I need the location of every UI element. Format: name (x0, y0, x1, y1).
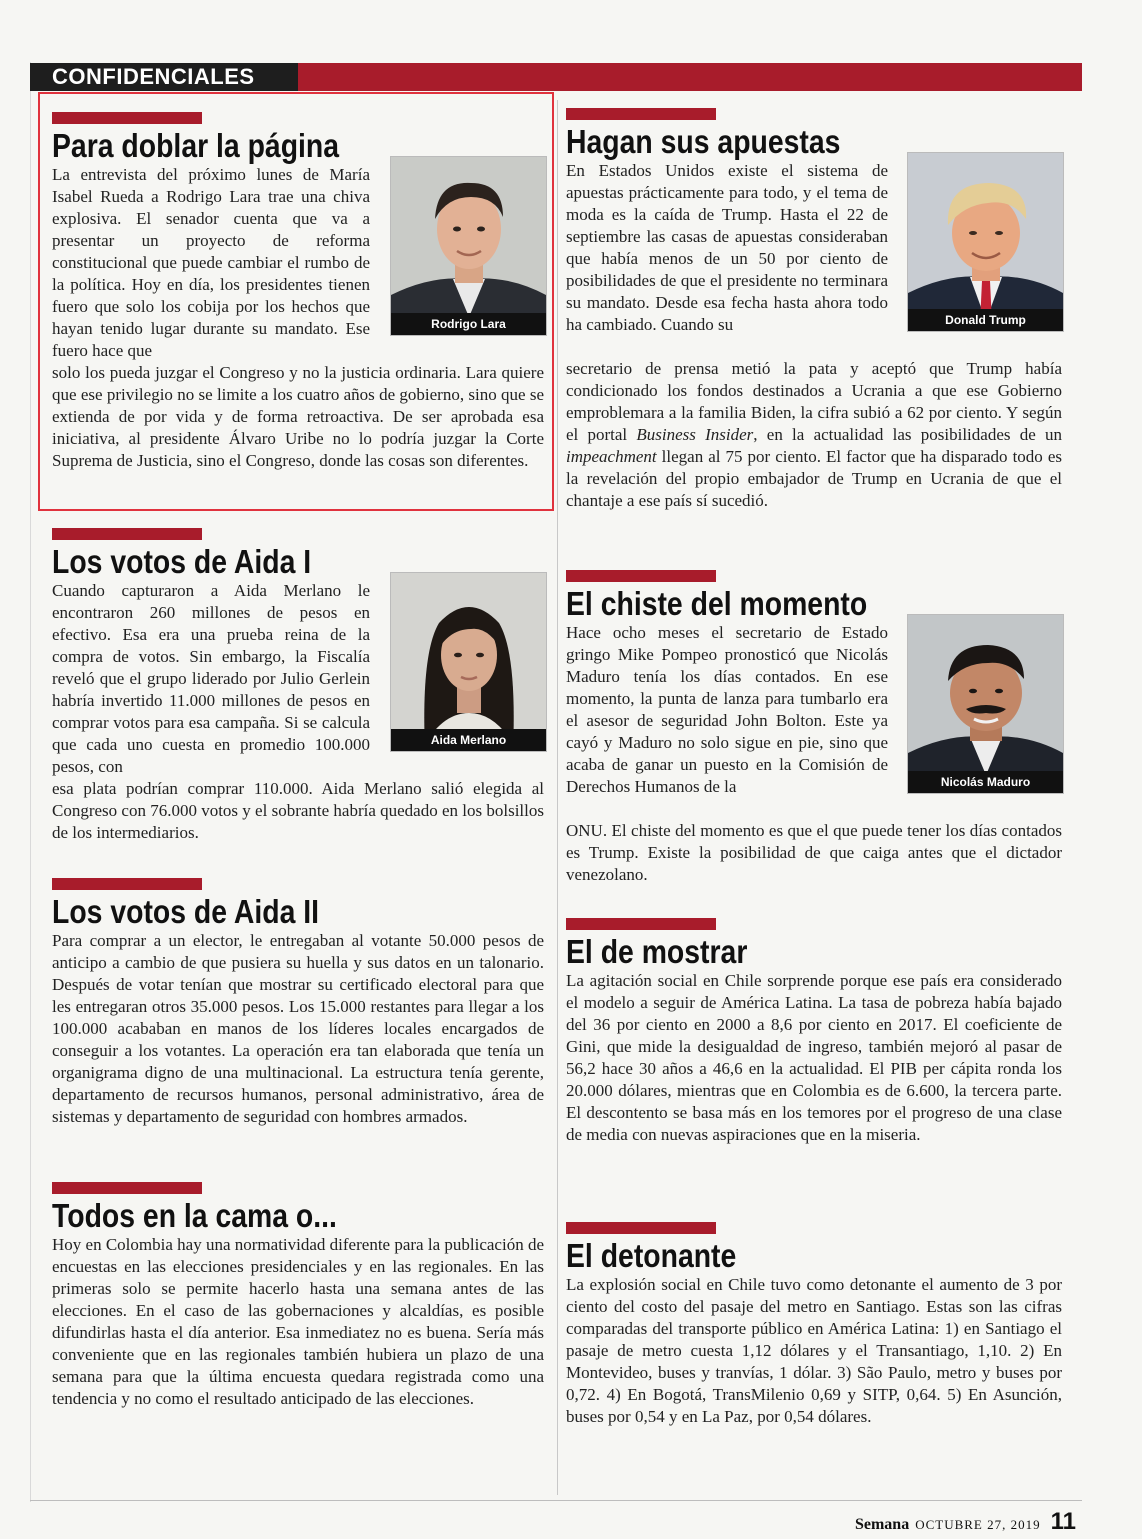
section-title: CONFIDENCIALES (30, 63, 298, 91)
magazine-name: Semana (854, 1516, 910, 1533)
page-footer (855, 1508, 1076, 1539)
article-apuestas (566, 108, 1062, 538)
headline-bar (566, 108, 716, 120)
body-segment: secretario de prensa metió la pata y aceptó que Trump había condicionado los fondos destinados a Ucrania a que ese Gobierno emproblemara a la familia Biden, la cifra subió a 62 por ciento. Y según el portal (566, 359, 1062, 444)
photo-caption: Aida Merlano (391, 729, 546, 751)
article-body: Hace ocho meses el secretario de Estado gringo Mike Pompeo pronosticó que Nicolás Maduro tenía los días contados. En ese momento, la punta de lanza para tumbarlo era el asesor de seguridad John Bolton. Este ya cayó y Maduro no solo sigue en pie, sino que acaba de ganar un puesto en la Comisión de Derechos Humanos de la (566, 623, 888, 796)
body-segment: , en la actualidad las posibilidades de un (753, 425, 1062, 444)
headline-bar (566, 570, 716, 582)
highlight-box (38, 92, 554, 511)
article-headline: Hagan sus apuestas (566, 123, 841, 160)
article-headline: El chiste del momento (566, 585, 868, 622)
body-segment: llegan al 75 por ciento. El factor que ha disparado todo es la revelación del propio embajador de Trump en Ucrania de que el chantaje a ese país sí sucedió. (566, 447, 1062, 510)
photo-caption: Donald Trump (908, 309, 1063, 331)
article-body: La agitación social en Chile sorprende porque ese país era considerado el modelo a seguir de América Latina. La tasa de pobreza había bajado del 36 por ciento en 2000 a 8,6 por ciento en 2017. El coeficiente de Gini, que mide la desigualdad de ingreso, también mejoró al pasar de 56,2 hace 30 años a 46,6 en la actualidad. El PIB per cápita ronda los 20.000 dólares, mientras que en Colombia es de 6.600, la tercera parte. El descontento se basa más en los temores por el progreso de una clase de media con nuevas aspiraciones que en la miseria. (566, 971, 1062, 1144)
article-body: Hoy en Colombia hay una normatividad diferente para la publicación de encuestas en las elecciones presidenciales y en las regionales. En las primeras solo se permite hacerlo hasta una semana antes de las elecciones. En el caso de las gobernaciones y alcaldías, es posible difundirlas hasta el día anterior. Esa inmediatez no es buena. Sería más conveniente que en las regionales también hubiera un plazo de una semana para que la última encuesta quedara registrada como una tendencia y no como el resultado anticipado de las elecciones. (52, 1235, 544, 1408)
article-todos-en-la-cama (52, 1182, 544, 1482)
photo-caption: Nicolás Maduro (908, 771, 1063, 793)
article-headline: Para doblar la página (52, 127, 340, 164)
photo-caption: Rodrigo Lara (391, 313, 546, 335)
portrait-illustration (908, 615, 1063, 793)
article-aida-2 (52, 878, 544, 1148)
page-number: 11 (1050, 1508, 1076, 1535)
headline-bar (52, 878, 202, 890)
article-body-continued: esa plata podrían comprar 110.000. Aida Merlano salió elegida al Congreso con 76.000 votos y el sobrante habría quedado en los bolsillos de los intermediarios. (52, 779, 544, 842)
article-detonante (566, 1222, 1062, 1482)
photo-nicolas-maduro (907, 614, 1064, 794)
italic-impeachment: impeachment (566, 447, 657, 466)
headline-bar (566, 918, 716, 930)
portrait-illustration (908, 153, 1063, 331)
article-headline: El detonante (566, 1237, 737, 1274)
bottom-rule (30, 1500, 1082, 1501)
italic-business-insider: Business Insider (636, 425, 754, 444)
headline-bar (566, 1222, 716, 1234)
article-body: La entrevista del próximo lunes de María Isabel Rueda a Rodrigo Lara trae una chiva explosiva. El senador cuenta que va a presentar un proyecto de reforma constitucional que puede cambiar el rumbo de la política. Hoy en día, los presidentes tienen fuero que solo los cobija por los hechos que hayan tenido lugar durante su mandato. Ese fuero hace que (52, 165, 370, 360)
article-body: La explosión social en Chile tuvo como detonante el aumento de 3 por ciento del costo del pasaje del metro en Santiago. Estas son las cifras comparadas del transporte público en América Latina: 1) en Santiago el pasaje de metro cuesta 1,12 dólares y el Transantiago, 1,10. 2) En Montevideo, buses y tranvías, 1 dólar. 3) São Paulo, metro y buses por 0,72. 4) En Bogotá, TransMilenio 0,69 y SITP, 0,64. 5) En Asunción, buses por 0,54 y en La Paz, por 0,54 dólares. (566, 1275, 1062, 1426)
issue-date: OCTUBRE 27, 2019 (915, 1517, 1041, 1532)
article-body-continued (566, 358, 1062, 512)
article-aida-1 (52, 528, 544, 848)
photo-donald-trump (907, 152, 1064, 332)
photo-aida-merlano (390, 572, 547, 752)
article-de-mostrar (566, 918, 1062, 1198)
portrait-illustration (391, 573, 546, 751)
article-headline: El de mostrar (566, 933, 748, 970)
article-body: En Estados Unidos existe el sistema de apuestas prácticamente para todo, y el tema de moda es la caída de Trump. Hasta el 22 de septiembre las casas de apuestas consideraban que había menos de un 50 por ciento de posibilidades de que el presidente no terminara su mandato. Desde esa fecha hasta ahora todo ha cambiado. Cuando su (566, 161, 888, 334)
article-body: Cuando capturaron a Aida Merlano le encontraron 260 millones de pesos en efectivo. Esa era una prueba reina de la compra de votos. Sin embargo, la Fiscalía reveló que el grupo liderado por Julio Gerlein habría invertido 11.000 millones de pesos en comprar votos para esa campaña. Si se calcula que cada uno cuesta en promedio 100.000 pesos, con (52, 581, 370, 776)
article-body: Para comprar a un elector, le entregaban al votante 50.000 pesos de anticipo a cambio de que pusiera su huella y sus datos en un talonario. Después de votar tenían que mostrar su certificado electoral para que les entregaran otros 35.000 pesos. Los 15.000 restantes para llegar a los 100.000 acababan en manos de los líderes locales encargados de conseguir a los votantes. La operación era tan elaborada que tenía un organigrama digno de una multinacional. La estructura tenía gerente, departamento de recursos humanos, personal administrativo, área de sistemas y departamento de seguridad con hombres armados. (52, 931, 544, 1126)
article-headline: Los votos de Aida II (52, 893, 320, 930)
article-body-continued: solo los pueda juzgar el Congreso y no la justicia ordinaria. Lara quiere que ese privilegio no se limite a los cuatro años de gobierno, sino que se extienda de por vida y de forma retroactiva. De ser aprobada esa iniciativa, al presidente Álvaro Uribe no lo podría juzgar la Corte Suprema de Justicia, sino el Congreso, donde las cosas son diferentes. (52, 363, 544, 470)
article-body-continued: ONU. El chiste del momento es que el que puede tener los días contados es Trump. Existe la posibilidad de que caiga antes que el dictador venezolano. (566, 821, 1062, 884)
headline-bar (52, 1182, 202, 1194)
article-chiste (566, 570, 1062, 890)
headline-bar (52, 528, 202, 540)
article-headline: Los votos de Aida I (52, 543, 312, 580)
section-banner (30, 63, 1082, 91)
column-divider (557, 100, 558, 1495)
article-headline: Todos en la cama o... (52, 1197, 337, 1234)
